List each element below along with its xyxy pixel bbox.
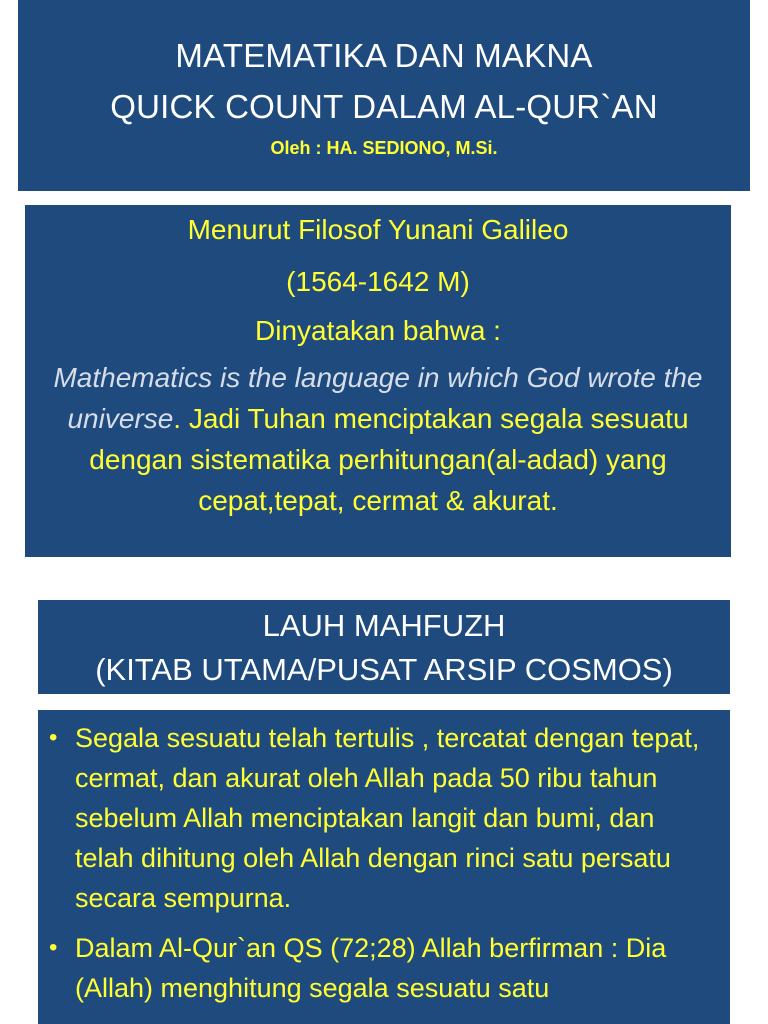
title-line-2: QUICK COUNT DALAM AL-QUR`AN [110, 88, 658, 125]
bullet-list-box [38, 710, 730, 1024]
galileo-quote-box [25, 205, 731, 557]
title-line-1: MATEMATIKA DAN MAKNA [175, 37, 593, 74]
lauh-title: LAUH MAHFUZH [262, 608, 506, 643]
galileo-years: (1564-1642 M) [286, 266, 470, 297]
galileo-intro: Menurut Filosof Yunani Galileo [187, 214, 569, 245]
bullet-icon: • [49, 934, 58, 961]
title-box [18, 0, 750, 191]
bullet-icon: • [49, 724, 58, 751]
lauh-mahfuzh-header [38, 600, 730, 694]
author-credit: Oleh : HA. SEDIONO, M.Si. [270, 138, 498, 158]
galileo-paragraph [33, 357, 723, 521]
bullet-text: Segala sesuatu telah tertulis , tercatat dengan tepat, cermat, dan akurat oleh Allah pada 50 ribu tahun sebelum Allah menciptakan langit dan bumi, dan telah dihitung oleh Allah dengan rinci satu persatu secara sempurna. [75, 723, 700, 913]
galileo-quote-continuation: . Jadi Tuhan menciptakan segala sesuatu dengan sistematika perhitungan(al-adad) yang cepat,tepat, cermat & akurat. [89, 403, 689, 516]
galileo-quote-english: Mathematics is the language in which God wrote the universe [53, 362, 703, 434]
list-item [49, 718, 720, 918]
list-item [49, 928, 720, 1008]
bullet-text: Dalam Al-Qur`an QS (72;28) Allah berfirman : Dia (Allah) menghitung segala sesuatu satu [75, 933, 667, 1003]
lauh-subtitle: (KITAB UTAMA/PUSAT ARSIP COSMOS) [95, 652, 673, 687]
galileo-statement: Dinyatakan bahwa : [255, 315, 501, 346]
